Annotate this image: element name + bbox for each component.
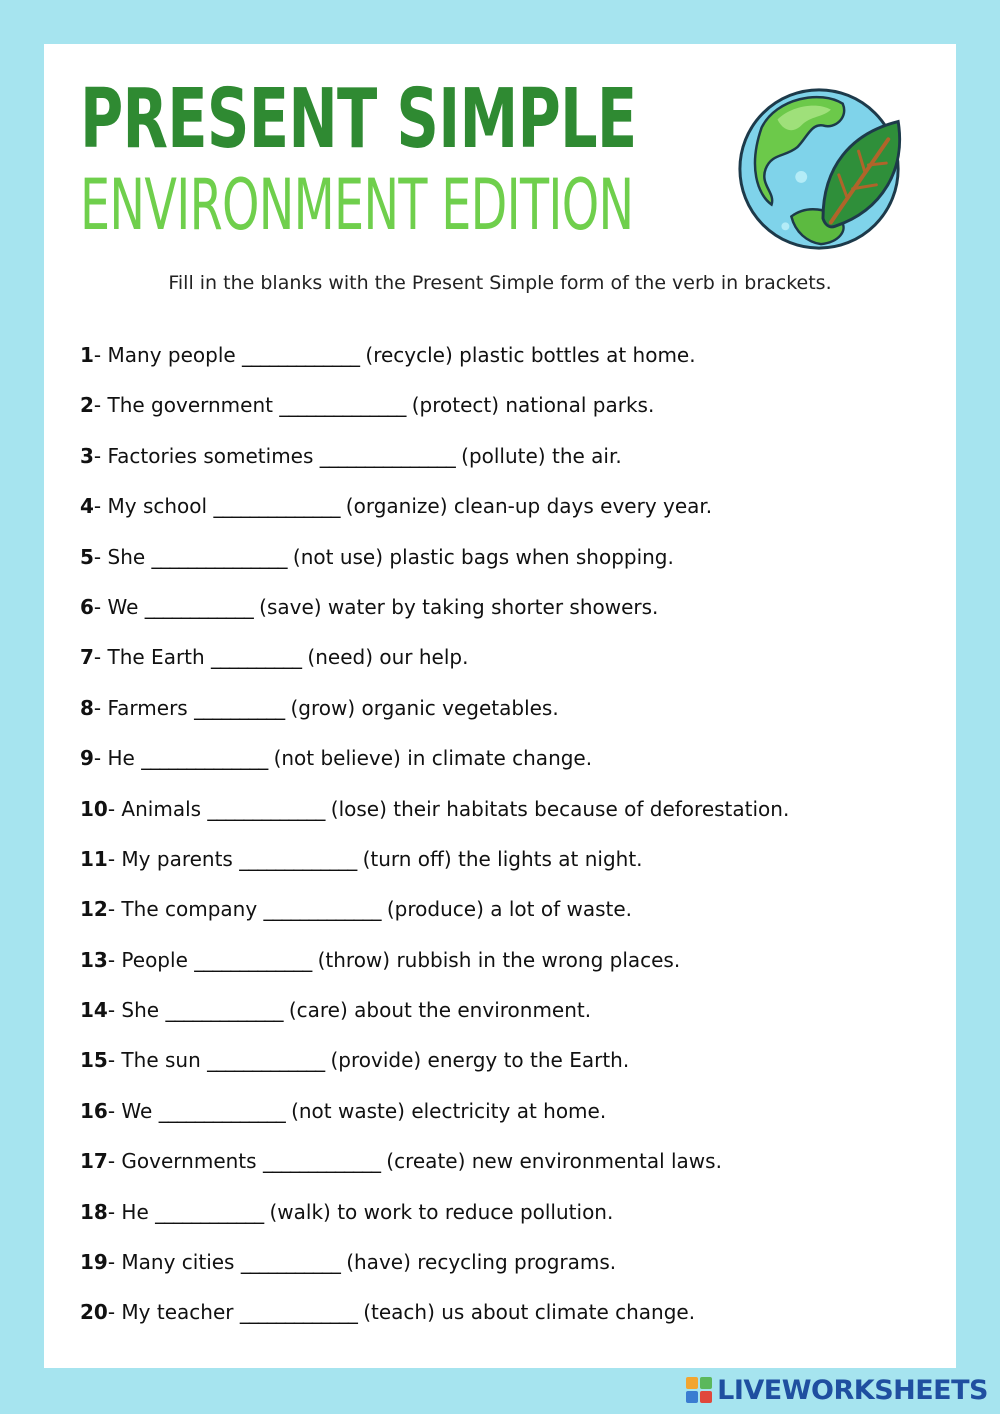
answer-blank[interactable]: _____________: [207, 1048, 325, 1073]
exercise-text-before: She: [107, 544, 146, 569]
exercise-number: 16: [80, 1098, 108, 1123]
exercise-text-after: (walk) to work to reduce pollution.: [269, 1199, 614, 1224]
exercise-item-7: 7- The Earth __________ (need) our help.: [80, 645, 469, 670]
exercise-item-10: 10- Animals _____________ (lose) their habitats because of deforestation.: [80, 796, 790, 821]
answer-blank[interactable]: _____________: [263, 897, 381, 922]
exercise-text-before: Farmers: [107, 695, 188, 720]
answer-blank[interactable]: _____________: [262, 1149, 380, 1174]
exercise-item-20: 20- My teacher _____________ (teach) us about climate change.: [80, 1300, 696, 1325]
exercise-number: 20: [80, 1300, 108, 1325]
exercise-text-after: (organize) clean-up days every year.: [345, 494, 713, 519]
answer-blank[interactable]: _______________: [151, 544, 287, 569]
exercise-text-after: (need) our help.: [307, 645, 469, 670]
exercise-text-after: (provide) energy to the Earth.: [330, 1048, 630, 1073]
exercise-number: 13: [80, 947, 108, 972]
exercise-text-before: People: [121, 947, 188, 972]
exercise-item-5: 5- She _______________ (not use) plastic bags when shopping.: [80, 544, 674, 569]
exercise-text-after: (turn off) the lights at night.: [362, 846, 643, 871]
exercise-item-14: 14- She _____________ (care) about the environment.: [80, 998, 592, 1023]
exercise-text-before: Factories sometimes: [107, 443, 314, 468]
answer-blank[interactable]: _____________: [239, 1300, 357, 1325]
exercise-text-before: The government: [107, 393, 273, 418]
exercise-text-before: My teacher: [121, 1300, 234, 1325]
exercise-item-9: 9- He ______________ (not believe) in climate change.: [80, 746, 593, 771]
exercise-text-before: She: [121, 998, 160, 1023]
worksheet-page: [44, 44, 956, 1368]
answer-blank[interactable]: _____________: [207, 796, 325, 821]
exercise-number: 15: [80, 1048, 108, 1073]
exercise-text-after: (throw) rubbish in the wrong places.: [317, 947, 681, 972]
exercise-number: 11: [80, 846, 108, 871]
exercise-text-before: The Earth: [107, 645, 205, 670]
exercise-number: 9: [80, 746, 94, 771]
answer-blank[interactable]: _____________: [165, 998, 283, 1023]
exercise-list: [80, 340, 789, 1348]
exercise-text-after: (create) new environmental laws.: [386, 1149, 722, 1174]
exercise-item-8: 8- Farmers __________ (grow) organic vegetables.: [80, 695, 559, 720]
exercise-item-13: 13- People _____________ (throw) rubbish in the wrong places.: [80, 947, 681, 972]
answer-blank[interactable]: ____________: [155, 1199, 264, 1224]
exercise-text-before: My school: [107, 494, 208, 519]
exercise-number: 6: [80, 594, 94, 619]
exercise-text-before: He: [121, 1199, 149, 1224]
exercise-text-after: (protect) national parks.: [411, 393, 655, 418]
answer-blank[interactable]: ______________: [279, 393, 406, 418]
exercise-number: 12: [80, 897, 108, 922]
exercise-text-before: We: [121, 1098, 153, 1123]
exercise-text-before: We: [107, 594, 139, 619]
answer-blank[interactable]: ____________: [144, 594, 253, 619]
exercise-number: 19: [80, 1250, 108, 1275]
exercise-item-15: 15- The sun _____________ (provide) energy to the Earth.: [80, 1048, 630, 1073]
answer-blank[interactable]: _______________: [319, 443, 455, 468]
exercise-text-after: (produce) a lot of waste.: [386, 897, 633, 922]
exercise-number: 1: [80, 343, 94, 367]
answer-blank[interactable]: __________: [211, 645, 302, 670]
worksheet-subtitle: ENVIRONMENT EDITION: [80, 164, 634, 246]
liveworksheets-footer: [685, 1372, 988, 1408]
exercise-item-3: 3- Factories sometimes _______________ (pollute) the air.: [80, 443, 622, 468]
exercise-number: 18: [80, 1199, 108, 1224]
answer-blank[interactable]: ______________: [158, 1098, 285, 1123]
exercise-number: 3: [80, 443, 94, 468]
exercise-text-before: The sun: [121, 1048, 201, 1073]
exercise-item-12: 12- The company _____________ (produce) a lot of waste.: [80, 897, 633, 922]
exercise-text-after: (recycle) plastic bottles at home.: [365, 343, 696, 367]
exercise-text-after: (care) about the environment.: [288, 998, 592, 1023]
exercise-text-before: The company: [121, 897, 258, 922]
exercise-number: 4: [80, 494, 94, 519]
exercise-text-after: (not use) plastic bags when shopping.: [292, 544, 674, 569]
exercise-number: 8: [80, 695, 94, 720]
exercise-number: 5: [80, 544, 94, 569]
exercise-item-16: 16- We ______________ (not waste) electricity at home.: [80, 1098, 607, 1123]
exercise-text-before: Many people: [107, 343, 236, 367]
exercise-number: 17: [80, 1149, 108, 1174]
exercise-number: 10: [80, 796, 108, 821]
exercise-item-1: 1- Many people _____________ (recycle) plastic bottles at home.: [80, 343, 696, 367]
answer-blank[interactable]: _____________: [194, 947, 312, 972]
exercise-item-11: 11- My parents _____________ (turn off) the lights at night.: [80, 846, 643, 871]
worksheet-title: PRESENT SIMPLE: [80, 72, 637, 167]
exercise-text-before: Governments: [121, 1149, 257, 1174]
exercise-text-after: (lose) their habitats because of deforestation.: [330, 796, 790, 821]
answer-blank[interactable]: ______________: [141, 746, 268, 771]
answer-blank[interactable]: _____________: [242, 343, 360, 367]
answer-blank[interactable]: _____________: [239, 846, 357, 871]
exercise-text-before: Animals: [121, 796, 202, 821]
exercise-number: 7: [80, 645, 94, 670]
answer-blank[interactable]: ___________: [240, 1250, 340, 1275]
exercise-text-before: My parents: [121, 846, 233, 871]
exercise-number: 2: [80, 393, 94, 418]
instructions-text: Fill in the blanks with the Present Simple form of the verb in brackets.: [168, 272, 832, 294]
exercise-item-6: 6- We ____________ (save) water by taking shorter showers.: [80, 594, 659, 619]
liveworksheets-logo-icon: [685, 1376, 713, 1404]
exercise-text-after: (teach) us about climate change.: [363, 1300, 696, 1325]
exercise-item-18: 18- He ____________ (walk) to work to reduce pollution.: [80, 1199, 614, 1224]
exercise-text-after: (grow) organic vegetables.: [290, 695, 559, 720]
exercise-text-before: Many cities: [121, 1250, 235, 1275]
exercise-text-after: (have) recycling programs.: [346, 1250, 617, 1275]
exercise-item-19: 19- Many cities ___________ (have) recycling programs.: [80, 1250, 617, 1275]
exercise-item-17: 17- Governments _____________ (create) new environmental laws.: [80, 1149, 722, 1174]
earth-leaf-icon: [732, 78, 910, 256]
exercise-text-after: (save) water by taking shorter showers.: [259, 594, 659, 619]
answer-blank[interactable]: ______________: [213, 494, 340, 519]
exercise-text-after: (not waste) electricity at home.: [291, 1098, 607, 1123]
liveworksheets-brand: LIVEWORKSHEETS: [717, 1374, 988, 1406]
answer-blank[interactable]: __________: [194, 695, 285, 720]
exercise-text-after: (pollute) the air.: [461, 443, 622, 468]
exercise-item-4: 4- My school ______________ (organize) clean-up days every year.: [80, 494, 713, 519]
exercise-number: 14: [80, 998, 108, 1023]
exercise-text-after: (not believe) in climate change.: [273, 746, 593, 771]
exercise-item-2: 2- The government ______________ (protect) national parks.: [80, 393, 655, 418]
exercise-text-before: He: [107, 746, 135, 771]
